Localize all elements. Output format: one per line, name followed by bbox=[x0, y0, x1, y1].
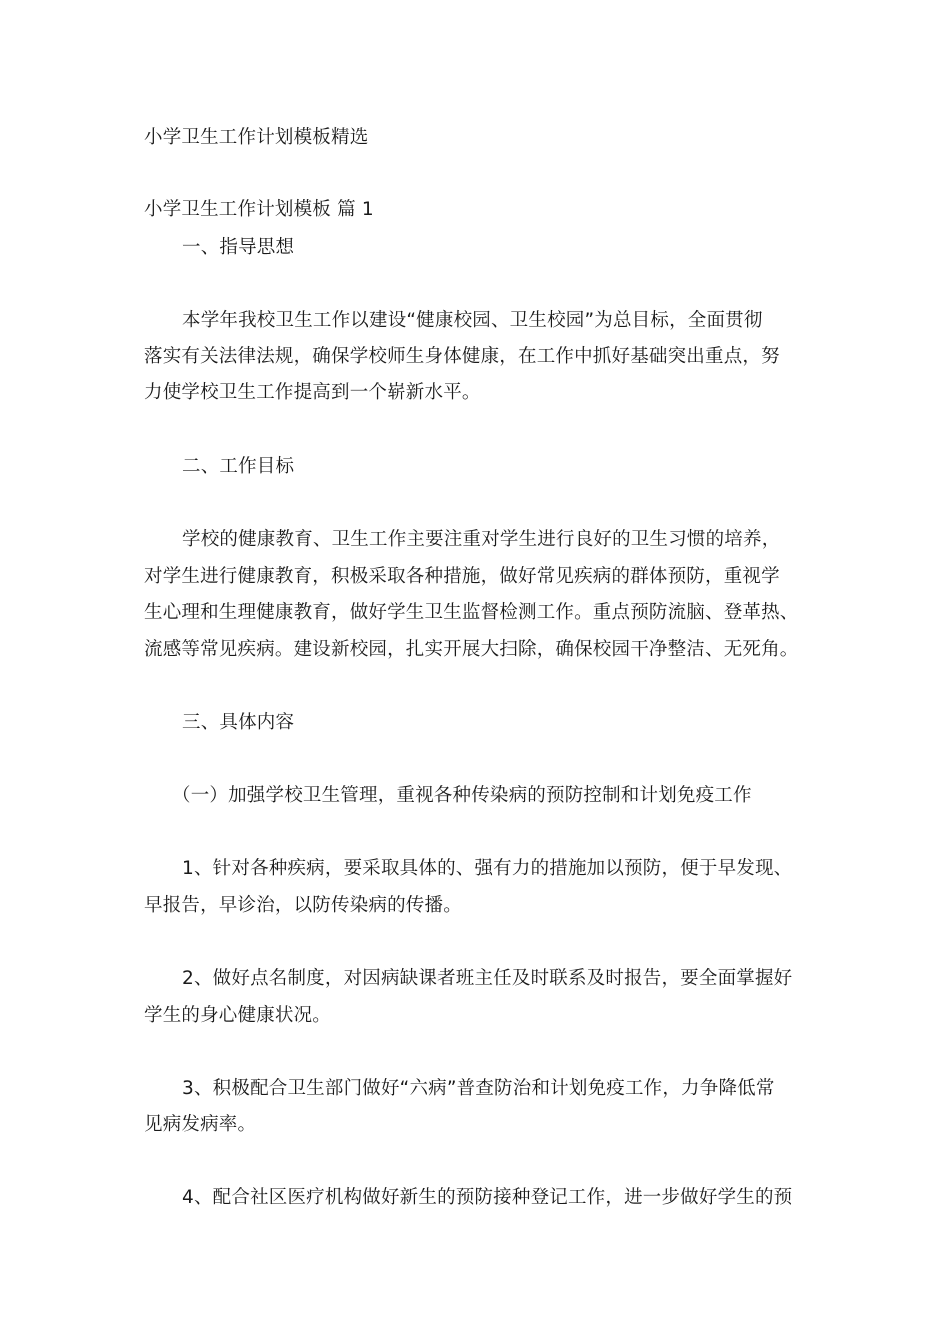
paragraph-line: 学校的健康教育、卫生工作主要注重对学生进行良好的卫生习惯的培养， bbox=[182, 529, 781, 550]
paragraph-line: 流感等常见疾病。建设新校园，扎实开展大扫除，确保校园干净整洁、无死角。 bbox=[144, 639, 799, 660]
list-item-line: 2、做好点名制度，对因病缺课者班主任及时联系及时报告，要全面掌握好 bbox=[182, 968, 793, 989]
paragraph-line: 力使学校卫生工作提高到一个崭新水平。 bbox=[144, 382, 481, 403]
heading-work-goals: 二、工作目标 bbox=[182, 456, 295, 477]
list-item-line: 早报告，早诊治，以防传染病的传播。 bbox=[144, 895, 462, 916]
section-title: 小学卫生工作计划模板 篇 1 bbox=[144, 199, 374, 220]
list-item-line: 3、积极配合卫生部门做好“六病”普查防治和计划免疫工作，力争降低常 bbox=[182, 1078, 775, 1099]
document-title: 小学卫生工作计划模板精选 bbox=[144, 127, 369, 148]
list-item-line: 学生的身心健康状况。 bbox=[144, 1005, 332, 1026]
paragraph-line: 生心理和生理健康教育，做好学生卫生监督检测工作。重点预防流脑、登革热、 bbox=[144, 602, 799, 623]
list-item-line: 4、配合社区医疗机构做好新生的预防接种登记工作，进一步做好学生的预 bbox=[182, 1187, 793, 1208]
list-item-line: 见病发病率。 bbox=[144, 1114, 257, 1135]
heading-specific-content: 三、具体内容 bbox=[182, 712, 295, 733]
subheading: （一）加强学校卫生管理，重视各种传染病的预防控制和计划免疫工作 bbox=[172, 785, 752, 806]
paragraph-line: 对学生进行健康教育，积极采取各种措施，做好常见疾病的群体预防，重视学 bbox=[144, 566, 780, 587]
paragraph-line: 落实有关法律法规，确保学校师生身体健康，在工作中抓好基础突出重点，努 bbox=[144, 346, 780, 367]
heading-guiding-ideology: 一、指导思想 bbox=[182, 237, 295, 258]
paragraph-line: 本学年我校卫生工作以建设“健康校园、卫生校园”为总目标，全面贯彻 bbox=[182, 310, 763, 331]
list-item-line: 1、针对各种疾病，要采取具体的、强有力的措施加以预防，便于早发现、 bbox=[182, 858, 793, 879]
